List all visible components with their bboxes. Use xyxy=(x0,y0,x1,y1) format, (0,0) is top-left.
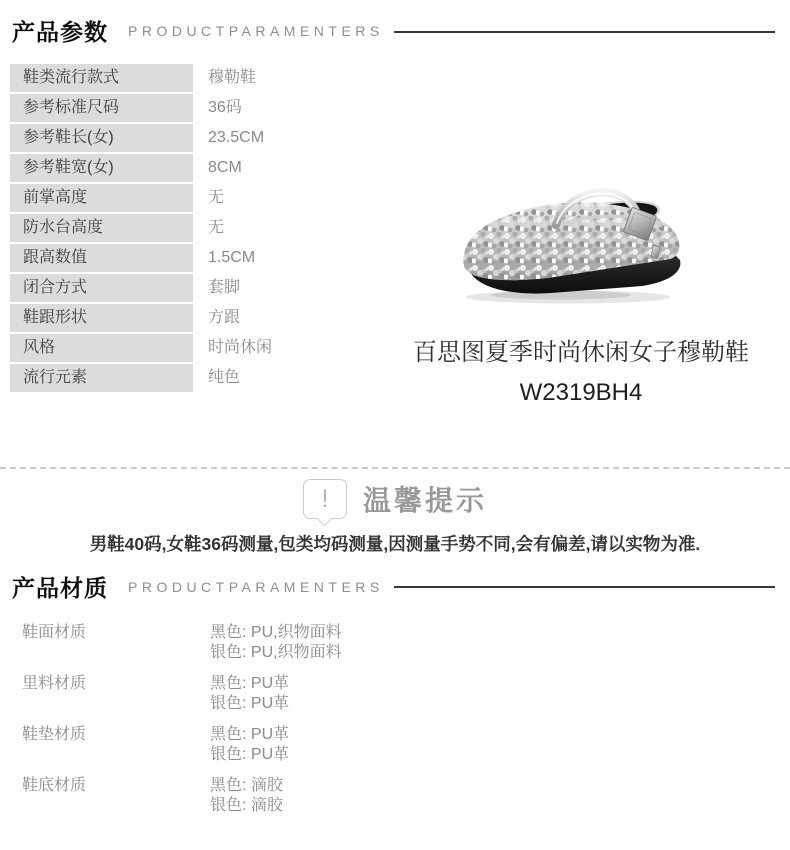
header-rule-line xyxy=(394,31,775,33)
spec-value: 套脚 xyxy=(208,279,241,296)
spec-value: 1.5CM xyxy=(208,249,256,266)
material-values xyxy=(210,725,289,765)
product-caption: 百思图夏季时尚休闲女子穆勒鞋 xyxy=(413,339,749,366)
spec-label: 鞋类流行款式 xyxy=(10,64,193,92)
material-values xyxy=(210,776,283,816)
spec-label: 参考鞋长(女) xyxy=(10,124,193,152)
spec-value: 时尚休闲 xyxy=(208,339,273,356)
spec-table xyxy=(0,64,372,407)
material-value: 黑色: PU,织物面料 xyxy=(210,624,342,641)
spec-row xyxy=(10,94,372,122)
product-model-number: W2319BH4 xyxy=(519,379,643,406)
spec-row xyxy=(10,334,372,362)
tips-title-row xyxy=(0,479,790,519)
material-row xyxy=(22,623,790,663)
materials-section-header xyxy=(0,570,790,603)
header-rule-line xyxy=(394,586,775,588)
tips-section xyxy=(0,467,790,556)
spec-row xyxy=(10,64,372,92)
spec-label: 前掌高度 xyxy=(10,184,193,212)
spec-value: 无 xyxy=(208,219,225,236)
spec-value: 纯色 xyxy=(208,369,241,386)
material-label: 里料材质 xyxy=(22,675,87,692)
material-row xyxy=(22,725,790,765)
spec-value: 穆勒鞋 xyxy=(208,69,257,86)
spec-value: 36码 xyxy=(208,99,242,116)
material-row xyxy=(22,776,790,816)
exclamation-bubble-icon xyxy=(303,479,347,519)
material-row xyxy=(22,674,790,714)
material-values xyxy=(210,674,289,714)
materials-list xyxy=(0,623,790,816)
spec-row xyxy=(10,124,372,152)
material-value: 银色: PU革 xyxy=(210,746,290,763)
material-value: 银色: PU革 xyxy=(210,695,290,712)
params-body xyxy=(0,64,790,407)
product-showcase xyxy=(372,64,790,407)
material-label: 鞋垫材质 xyxy=(22,726,87,743)
spec-label: 流行元素 xyxy=(10,364,193,392)
spec-label: 风格 xyxy=(10,334,193,362)
material-label: 鞋面材质 xyxy=(22,624,87,641)
exclamation-glyph: ! xyxy=(321,485,329,513)
spec-label: 参考标准尺码 xyxy=(10,94,193,122)
tips-title: 温馨提示 xyxy=(362,485,487,516)
params-title: 产品参数 xyxy=(12,19,108,45)
params-subtitle: PRODUCTPARAMENTERS xyxy=(128,22,384,39)
material-value: 黑色: PU革 xyxy=(210,726,290,743)
spec-row xyxy=(10,274,372,302)
material-label: 鞋底材质 xyxy=(22,777,87,794)
tips-note: 男鞋40码,女鞋36码测量,包类均码测量,因测量手势不同,会有偏差,请以实物为准. xyxy=(89,534,701,554)
spec-row xyxy=(10,244,372,272)
materials-title: 产品材质 xyxy=(12,575,108,601)
params-section-header xyxy=(0,0,790,47)
spec-label: 鞋跟形状 xyxy=(10,304,193,332)
spec-label: 闭合方式 xyxy=(10,274,193,302)
spec-label: 跟高数值 xyxy=(10,244,193,272)
spec-value: 方跟 xyxy=(208,309,241,326)
spec-row xyxy=(10,364,372,392)
materials-subtitle: PRODUCTPARAMENTERS xyxy=(128,578,384,595)
spec-value: 无 xyxy=(208,189,225,206)
spec-label: 防水台高度 xyxy=(10,214,193,242)
material-value: 黑色: PU革 xyxy=(210,675,290,692)
spec-row xyxy=(10,154,372,182)
material-values xyxy=(210,623,342,663)
spec-label: 参考鞋宽(女) xyxy=(10,154,193,182)
spec-value: 23.5CM xyxy=(208,129,265,146)
product-image-sequin-mule xyxy=(456,168,706,308)
material-value: 黑色: 滴胶 xyxy=(210,777,283,794)
spec-row xyxy=(10,304,372,332)
material-value: 银色: 滴胶 xyxy=(210,797,283,814)
material-value: 银色: PU,织物面料 xyxy=(210,644,342,661)
spec-value: 8CM xyxy=(208,159,242,176)
spec-row xyxy=(10,214,372,242)
spec-row xyxy=(10,184,372,212)
